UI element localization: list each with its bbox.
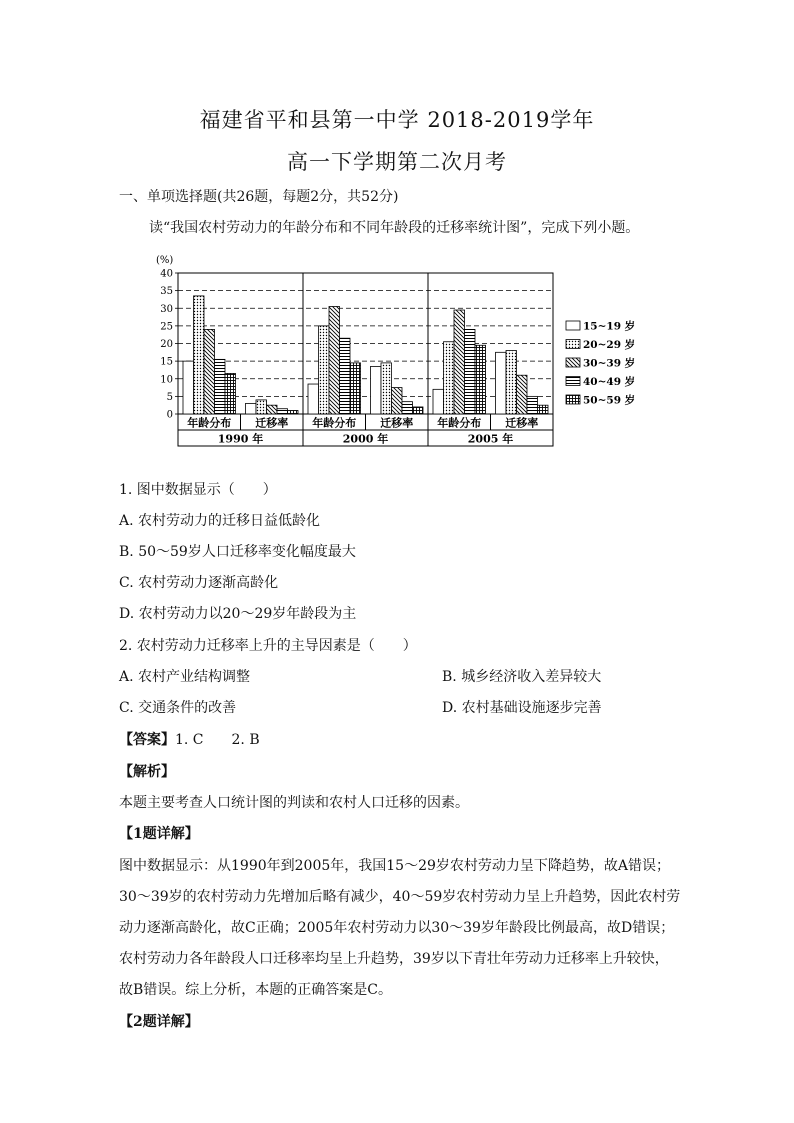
bar [204,329,215,414]
bar [465,329,476,414]
y-tick-label: 40 [160,268,173,280]
q1-option-d: D. 农村劳动力以20～29岁年龄段为主 [119,606,357,622]
year-label: 2000 年 [342,432,389,446]
detail1-line: 动力逐渐高龄化，故C正确；2005年农村劳动力以30～39岁年龄段比例最高，故D错误； [119,920,675,936]
legend-swatch [566,321,580,330]
bar [225,373,236,414]
bar [433,389,444,414]
section-heading: 一、单项选择题(共26题，每题2分，共52分) [119,189,399,205]
bar [194,296,205,414]
y-tick-label: 5 [166,391,173,403]
y-tick-label: 35 [160,286,173,298]
bar [308,384,319,414]
y-tick-label: 15 [160,356,173,368]
answer-label: 【答案】 [119,732,175,748]
bar [454,310,465,414]
q2-option-a: A. 农村产业结构调整 [119,669,251,685]
bar [246,403,257,414]
bar [215,359,226,414]
detail1-label: 【1题详解】 [119,826,199,842]
detail2-label: 【2题详解】 [119,1014,199,1030]
q1-option-b: B. 50～59岁人口迁移率变化幅度最大 [119,544,356,560]
category-label: 迁移率 [505,416,539,430]
legend-label: 50~59 岁 [583,394,636,407]
q2-option-c: C. 交通条件的改善 [119,700,237,716]
bar [475,345,486,414]
bar [288,410,299,414]
category-label: 年龄分布 [312,416,357,430]
bar [350,363,361,414]
category-label: 年龄分布 [187,416,232,430]
y-axis-unit: (%) [156,255,174,266]
legend-swatch [566,340,580,349]
y-tick-label: 25 [160,321,173,333]
bar [527,396,538,414]
legend-label: 15~19 岁 [583,320,636,333]
category-label: 迁移率 [255,416,289,430]
q2-option-d: D. 农村基础设施逐步完善 [442,700,602,716]
q1-option-a: A. 农村劳动力的迁移日益低龄化 [119,513,321,529]
y-tick-label: 0 [166,409,173,421]
bar [277,409,288,414]
year-label: 2005 年 [467,432,514,446]
bar [340,338,351,414]
document-title: 福建省平和县第一中学 2018-2019学年 [199,108,595,132]
y-tick-label: 30 [160,303,173,315]
legend-swatch [566,358,580,367]
bar [319,326,330,414]
year-label: 1990 年 [217,432,264,446]
q2-option-b: B. 城乡经济收入差异较大 [442,669,602,685]
age-migration-chart [148,250,648,450]
q1-option-c: C. 农村劳动力逐渐高龄化 [119,575,279,591]
bar [256,400,267,414]
answer-text: 1. C 2. B [175,732,260,748]
detail1-line: 故B错误。综上分析，本题的正确答案是C。 [119,982,392,998]
category-label: 年龄分布 [437,416,482,430]
bar [517,375,528,414]
detail1-line: 农村劳动力各年龄段人口迁移率均呈上升趋势，39岁以下青壮年劳动力迁移率上升较快， [119,951,669,967]
analysis-text: 本题主要考查人口统计图的判读和农村人口迁移的因素。 [119,795,469,811]
bar [392,388,403,414]
bar [371,366,382,414]
detail1-line: 图中数据显示：从1990年到2005年，我国15～29岁农村劳动力呈下降趋势，故A错误； [119,858,670,874]
bar [413,407,424,414]
y-tick-label: 10 [160,374,173,386]
y-tick-label: 20 [160,339,173,350]
answer-line [119,729,260,749]
detail1-line: 30～39岁的农村劳动力先增加后略有减少，40～59岁农村劳动力呈上升趋势，因此农村劳 [119,889,681,905]
bar [496,352,507,414]
bar [506,351,517,414]
bar [267,405,278,414]
question-intro: 读“我国农村劳动力的年龄分布和不同年龄段的迁移率统计图”，完成下列小题。 [149,220,640,236]
legend-label: 20~29 岁 [583,339,636,351]
legend-swatch [566,377,580,386]
bar [402,402,413,414]
bar [381,363,392,414]
legend-label: 40~49 岁 [583,376,636,388]
q2-stem: 2. 农村劳动力迁移率上升的主导因素是（ ） [119,638,417,654]
bar [444,342,455,414]
bar [183,361,194,414]
analysis-label: 【解析】 [119,764,175,780]
bar [538,405,549,414]
legend-label: 30~39 岁 [583,357,636,370]
legend-swatch [566,395,580,404]
q1-stem: 1. 图中数据显示（ ） [119,482,277,498]
bar [329,306,340,414]
document-subtitle: 高一下学期第二次月考 [287,150,507,174]
category-label: 迁移率 [380,416,414,430]
